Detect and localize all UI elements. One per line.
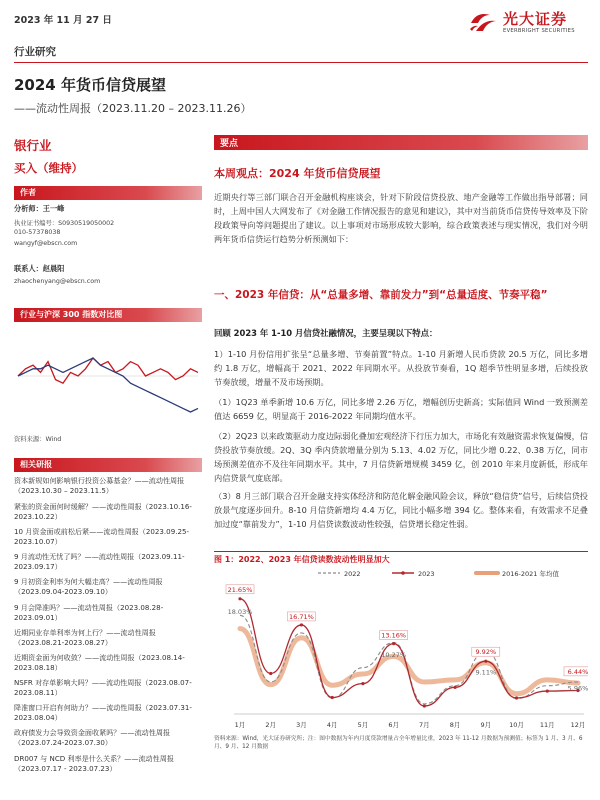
contact-label: 联系人：: [14, 264, 43, 273]
section-1-heading: 一、2023 年信贷：从“总量多增、靠前发力”到“总量适度、节奏平稳”: [214, 289, 548, 301]
perf-series-line: [18, 358, 198, 383]
related-report-item[interactable]: 资本新规如何影响银行投资公募基金？——流动性周报（2023.10.30 – 2023.11.5）: [14, 476, 185, 495]
x-tick-label: 7月: [419, 721, 430, 729]
data-label: 13.16%: [381, 631, 407, 640]
data-point: [300, 623, 303, 626]
analyst-phone: 010-57378038: [14, 229, 61, 236]
key-points-heading: 要点: [214, 135, 588, 150]
related-report-item[interactable]: 紧张的资金面何时缓解？——流动性周报（2023.10.16-2023.10.22）: [14, 502, 192, 521]
related-heading: 相关研报: [14, 458, 202, 472]
logo-name: 光大证券: [503, 10, 568, 28]
x-tick-label: 11月: [539, 721, 555, 729]
review-line: 回顾 2023 年 1-10 月信贷社融情况，主要呈现以下特点：: [214, 328, 438, 338]
legend-marker: [401, 571, 405, 575]
analyst-label: 分析师：: [14, 204, 43, 213]
contact-line: [14, 263, 64, 274]
data-point: [331, 696, 334, 699]
x-tick-label: 10月: [509, 721, 524, 729]
related-report-item[interactable]: 降准窗口开启有何助力？——流动性周报（2023.07.31-2023.08.04）: [14, 703, 192, 722]
figure-1-title: 图 1：2022、2023 年信贷读数波动性明显加大: [214, 551, 588, 565]
everbright-logo-icon: [468, 9, 498, 35]
weekly-view: 本周观点：2024 年货币信贷展望: [214, 167, 381, 180]
legend-label: 2022: [344, 570, 361, 578]
perf-chart: [14, 326, 202, 426]
data-point: [515, 696, 518, 699]
analyst-line: [14, 203, 64, 214]
contact-name: 赵晨阳: [42, 264, 65, 273]
related-report-item[interactable]: 政府债发力会导致资金面收紧吗？——流动性周报（2023.07.24-2023.07.30）: [14, 728, 171, 747]
data-point: [269, 672, 272, 675]
analyst-cert: 执业证书编号：S0930519050002: [14, 220, 115, 227]
x-tick-label: 6月: [388, 721, 399, 729]
perf-series-line: [18, 358, 198, 412]
x-tick-label: 1月: [234, 721, 246, 729]
report-category: 行业研究: [14, 46, 56, 58]
related-report-item[interactable]: DR007 与 NCD 利率是什么关系？——流动性周报（2023.07.17 - 2023.07.23）: [14, 754, 174, 773]
figure-1-chart: [214, 566, 588, 734]
industry-name: 银行业: [14, 138, 52, 153]
data-point: [238, 597, 241, 600]
analyst-email[interactable]: wangyf@ebscn.com: [14, 240, 78, 247]
contact-email[interactable]: zhaochenyang@ebscn.com: [14, 278, 101, 285]
data-label: 18.03%: [227, 608, 253, 616]
x-tick-label: 9月: [480, 721, 492, 729]
x-tick-label: 2月: [265, 721, 277, 729]
related-report-item[interactable]: 9 月初资金利率为何大幅走高？——流动性周报（2023.09.04-2023.09.10）: [14, 577, 163, 596]
point-1-sub-1: （1）1Q23 单季新增 10.6 万亿，同比多增 2.26 万亿，增幅创历史新高；实际值同 Wind 一致预测差值达 6659 亿，明显高于 2016-2022 年同期均值水平。: [214, 397, 588, 421]
related-report-item[interactable]: NSFR 对存单影响大吗？——流动性周报（2023.08.07-2023.08.11）: [14, 678, 192, 697]
logo-english: EVERBRIGHT SECURITIES: [503, 28, 575, 34]
related-report-item[interactable]: 近期同业存单利率为何上行？——流动性周报（2023.08.21-2023.08.27）: [14, 628, 156, 647]
x-tick-label: 4月: [326, 721, 338, 729]
intro-paragraph: 近期央行等三部门联合召开金融机构座谈会，针对下阶段信贷投放、地产金融等工作做出指导部署；同时，上周中国人大网发布了《对金融工作情况报告的意见和建议》，其中对当前货币信贷传导效率及下阶段政策导向等问题提出了建议。以上事项对市场形成较大影响，综合政策表述与现实情况，我们对今明两年货币信贷运行趋势分析预测如下：: [214, 192, 588, 244]
report-subtitle: ——流动性周报（2023.11.20 – 2023.11.26）: [14, 102, 252, 115]
x-tick-label: 8月: [449, 721, 461, 729]
x-tick-label: 3月: [296, 721, 307, 729]
industry-rating: 买入（维持）: [14, 161, 83, 175]
x-tick-label: 5月: [357, 721, 369, 729]
report-date: 2023 年 11 月 27 日: [14, 15, 112, 26]
data-label: 5.96%: [567, 684, 588, 693]
related-report-item[interactable]: 9 月流动性无忧了吗？——流动性周报（2023.09.11-2023.09.17）: [14, 552, 185, 571]
related-report-item[interactable]: 9 月会降准吗？——流动性周报（2023.08.28-2023.09.01）: [14, 603, 164, 622]
point-1-sub-2: （2）2Q23 以来政策驱动力度边际弱化叠加宏观经济下行压力加大，市场化有效融资需求恢复偏慢，信贷投放节奏放缓。2Q、3Q 季内贷款增量分别为 5.13、4.02 万亿，同比少增 0.22、0.38 万亿，同市场预测差值亦不及往年同期水平。其中，7 月信贷新增规模 3459 亿，创 2010 年来月度新低，形成年内信贷景气度底部。: [214, 431, 588, 483]
legend-label: 2016-2021 年均值: [502, 570, 559, 578]
authors-heading: 作者: [14, 186, 202, 200]
data-label: 9.11%: [475, 668, 497, 677]
legend-label: 2023: [418, 570, 435, 578]
figure-1-source: 资料来源：Wind，光大证券研究所；注：图中数据为年内月度贷款增量占全年增量比重，2023 年 11-12 月数据为预测值；标签为 1 月、3 月、6 月、9 月、12 月数据: [214, 736, 583, 750]
header-divider: [14, 62, 588, 63]
data-point: [361, 682, 364, 685]
data-point: [546, 689, 549, 692]
perf-chart-source: 资料来源：Wind: [14, 436, 62, 443]
analyst-name: 王一峰: [42, 204, 65, 213]
data-point: [392, 642, 395, 645]
data-point: [453, 686, 456, 689]
point-1-sub-3: （3）8 月三部门联合召开金融支持实体经济和防范化解金融风险会议，释放“稳信贷”信号，后续信贷投放景气度逐步回升。8-10 月信贷新增均 4.4 万亿，同比小幅多增 394 亿。整体来看，有效需求不足叠加过度“靠前发力”，1-10 月信贷读数波动性较强，信贷增长稳定性弱。: [214, 491, 588, 529]
data-label: 21.65%: [227, 585, 253, 594]
data-point: [484, 660, 487, 663]
data-label: 9.92%: [475, 648, 497, 657]
related-report-item[interactable]: 10 月资金面或前松后紧——流动性周报（2023.09.25-2023.10.07）: [14, 527, 190, 546]
data-label: 6.44%: [567, 667, 588, 676]
point-1: 1）1-10 月份信用扩张呈“总量多增、节奏前置”特点。1-10 月新增人民币贷款 20.5 万亿，同比多增约 1.8 万亿，增幅高于 2021、2022 年同期水平。从投放节奏看，1Q 超季节性明显多增，后续投放节奏放缓，增量不及市场预期。: [214, 349, 588, 387]
perf-chart-heading: 行业与沪深 300 指数对比图: [14, 308, 202, 322]
x-tick-label: 12月: [570, 721, 586, 729]
data-point: [423, 704, 426, 707]
related-report-item[interactable]: 近期资金面为何收敛？——流动性周报（2023.08.14-2023.08.18）: [14, 653, 185, 672]
data-label: 16.71%: [289, 612, 314, 621]
data-label: 10.27%: [381, 651, 407, 660]
report-title: 2024 年货币信贷展望: [14, 76, 166, 94]
